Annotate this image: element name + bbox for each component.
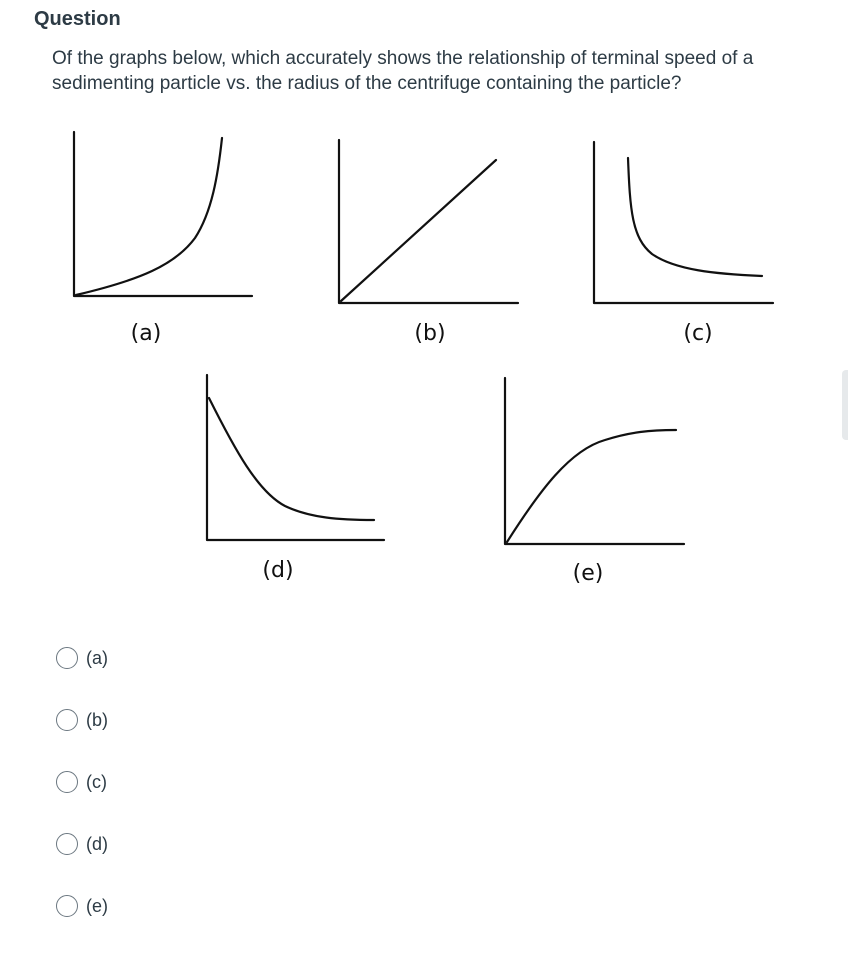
graph-a-axes — [74, 132, 252, 296]
radio-button-c[interactable] — [56, 771, 78, 793]
graph-c-curve — [628, 158, 762, 276]
answer-option-label[interactable]: (e) — [86, 895, 108, 916]
graph-d-curve — [209, 398, 374, 520]
answer-option-d[interactable] — [56, 830, 108, 858]
graph-e-curve — [507, 430, 676, 542]
graph-b-label: (b) — [414, 321, 446, 346]
answer-option-e[interactable] — [56, 892, 108, 920]
answer-option-a[interactable] — [56, 644, 108, 672]
graph-d — [207, 375, 384, 540]
side-panel-tab[interactable] — [842, 370, 848, 440]
graph-b — [339, 140, 518, 303]
question-header: Question — [34, 8, 121, 30]
answer-option-c[interactable] — [56, 768, 108, 796]
graph-e — [505, 378, 684, 544]
graph-c — [594, 142, 773, 303]
answer-option-b[interactable] — [56, 706, 108, 734]
question-text: Of the graphs below, which accurately shows the relationship of terminal speed of a sedimenting particle vs. the radius of the centrifuge containing the particle? — [52, 48, 754, 94]
radio-button-e[interactable] — [56, 895, 78, 917]
answer-option-label[interactable]: (d) — [86, 833, 108, 854]
graph-c-axes — [594, 142, 773, 303]
graph-d-axes — [207, 375, 384, 540]
answer-option-label[interactable]: (c) — [86, 771, 107, 792]
radio-button-a[interactable] — [56, 647, 78, 669]
radio-button-d[interactable] — [56, 833, 78, 855]
graph-d-label: (d) — [262, 558, 294, 583]
graph-a-curve — [76, 138, 222, 295]
graph-c-label: (c) — [683, 321, 713, 346]
graph-e-label: (e) — [572, 561, 604, 586]
radio-button-b[interactable] — [56, 709, 78, 731]
graph-e-axes — [505, 378, 684, 544]
answer-options — [56, 644, 108, 954]
graph-a — [74, 132, 252, 296]
graphs-figure — [0, 120, 848, 600]
graph-b-line — [341, 160, 496, 301]
answer-option-label[interactable]: (b) — [86, 709, 108, 730]
graphs-svg — [0, 120, 848, 600]
answer-option-label[interactable]: (a) — [86, 647, 108, 668]
graph-a-label: (a) — [130, 321, 162, 346]
